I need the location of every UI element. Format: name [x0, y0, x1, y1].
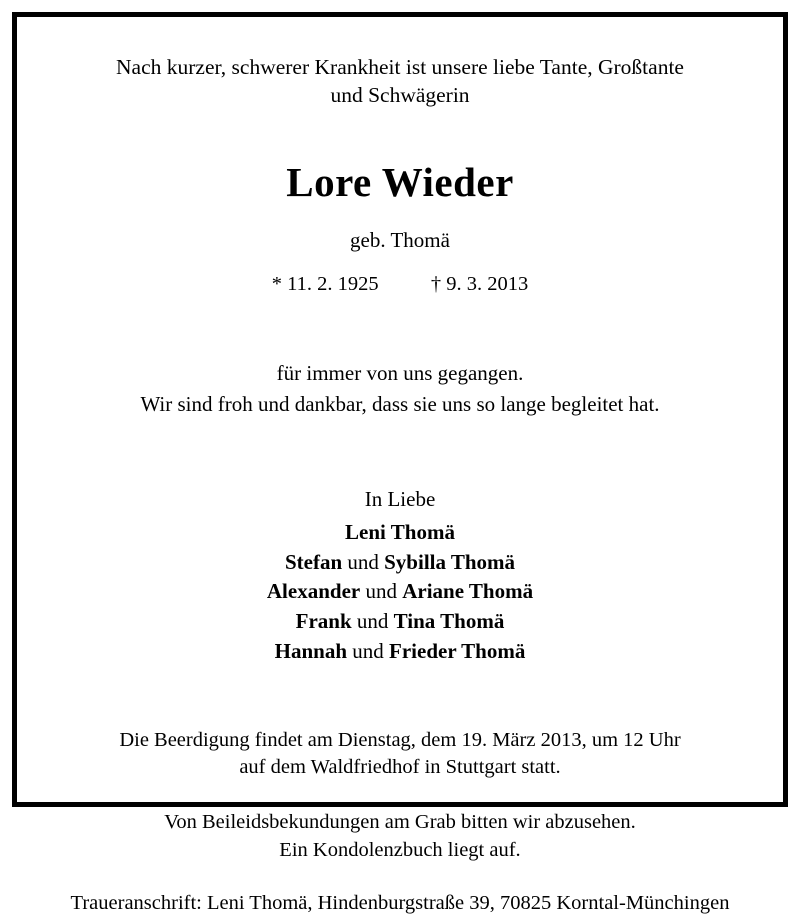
verse-line-2: Wir sind froh und dankbar, dass sie uns so lange begleitet hat.	[140, 392, 660, 417]
verse-line-1: für immer von uns gegangen.	[276, 360, 524, 385]
obituary-notice	[12, 12, 788, 914]
funeral-details	[51, 727, 749, 782]
list-item	[51, 577, 749, 607]
family-member-first: Hannah	[274, 639, 348, 663]
family-member-second: Ariane Thomä	[402, 579, 534, 604]
family-conjunction: und	[342, 549, 385, 574]
death-date: † 9. 3. 2013	[430, 272, 529, 295]
list-item	[51, 548, 749, 578]
funeral-line-2: auf dem Waldfriedhof in Stuttgart statt.	[239, 756, 561, 779]
family-member-first: Frank	[295, 609, 352, 634]
family-list	[51, 518, 749, 667]
deceased-name: Lore Wieder	[286, 158, 514, 205]
family-member-first: Leni Thomä	[345, 519, 455, 544]
family-conjunction: und	[351, 609, 394, 634]
mourning-address: Traueranschrift: Leni Thomä, Hindenburgstraße 39, 70825 Korntal-Münchingen	[70, 891, 730, 914]
condolence-note	[51, 809, 749, 864]
intro-line-2: und Schwägerin	[330, 83, 470, 108]
family-member-first: Alexander	[266, 579, 361, 604]
birth-date: * 11. 2. 1925	[271, 272, 379, 295]
family-heading: In Liebe	[364, 486, 436, 511]
life-dates	[51, 273, 749, 296]
funeral-line-1: Die Beerdigung findet am Dienstag, dem 19. März 2013, um 12 Uhr	[119, 728, 681, 751]
family-conjunction: und	[360, 579, 403, 604]
family-conjunction: und	[347, 639, 390, 663]
verse-text	[51, 358, 749, 421]
list-item	[51, 637, 749, 667]
condolence-line-1: Von Beileidsbekundungen am Grab bitten wir abzusehen.	[164, 811, 636, 834]
family-member-second: Sybilla Thomä	[384, 549, 516, 574]
intro-text	[51, 53, 749, 110]
obituary-content	[17, 17, 783, 914]
condolence-line-2: Ein Kondolenzbuch liegt auf.	[279, 838, 521, 861]
family-member-second: Tina Thomä	[393, 609, 505, 634]
list-item	[51, 518, 749, 548]
family-member-second: Frieder Thomä	[389, 639, 526, 663]
intro-line-1: Nach kurzer, schwerer Krankheit ist unsere liebe Tante, Großtante	[116, 55, 684, 79]
maiden-name: geb. Thomä	[350, 227, 450, 252]
list-item	[51, 607, 749, 637]
family-member-first: Stefan	[284, 549, 343, 574]
